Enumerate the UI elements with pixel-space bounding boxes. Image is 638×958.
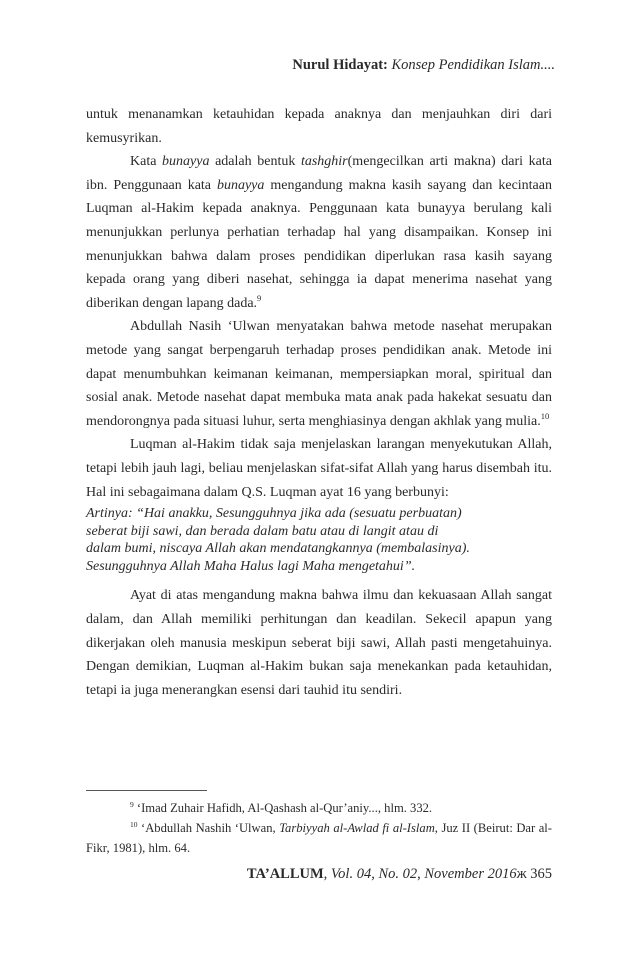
body-text — [86, 103, 552, 702]
header-title: Konsep Pendidikan Islam.... — [391, 57, 555, 73]
paragraph-4: Luqman al-Hakim tidak saja menjelaskan larangan menyekutukan Allah, tetapi lebih jauh lagi, beliau menjelaskan sifat-sifat Allah yang harus disembah itu. Hal ini sebagaimana dalam Q.S. Luqman ayat 16 yang berbunyi: — [86, 437, 552, 500]
quote-line-3: dalam bumi, niscaya Allah akan mendatangkannya (membalasinya). — [86, 541, 470, 557]
footnote-ref-10[interactable]: 10 — [540, 410, 550, 421]
footer-symbol: ж — [516, 866, 527, 882]
running-header — [292, 57, 555, 74]
footnote-ref-9[interactable]: 9 — [257, 292, 262, 303]
footnotes — [86, 798, 552, 858]
quote-line-4: Sesungguhnya Allah Maha Halus lagi Maha mengetahui”. — [86, 558, 416, 574]
paragraph-1: untuk menanamkan ketauhidan kepada anaknya dan menjauhkan diri dari kemusyrikan. — [86, 107, 552, 146]
paragraph-5: Ayat di atas mengandung makna bahwa ilmu dan kekuasaan Allah sangat dalam, dan Allah memiliki perhitungan dan keadilan. Sekecil apapun yang dikerjakan oleh manusia meskipun seberat biji sawi, Allah pasti mengetahuinya. Dengan demikian, Luqman al-Hakim bukan saja menekankan pada ketauhidan, tetapi ia juga menerangkan esensi dari tauhid itu sendiri. — [86, 588, 552, 698]
footnote-divider — [86, 790, 207, 791]
running-footer — [247, 866, 552, 883]
paragraph-3: Abdullah Nasih ‘Ulwan menyatakan bahwa metode nasehat merupakan metode yang sangat berpengaruh terhadap proses pendidikan anak. Metode ini dapat menumbuhkan keimanan keimanan, mempersiapkan moral, spiritual dan sosial anak. Metode nasehat dapat membuka mata anak pada hakekat sesuatu dan mendorongnya pada situasi luhur, serta menghiasinya dengan akhlak yang mulia.$^{10}$ — [86, 319, 552, 429]
page-number: 365 — [526, 866, 552, 882]
footer-issue: , Vol. 04, No. 02, November 2016 — [323, 866, 517, 882]
footnote-9: $^9$ ‘Imad Zuhair Hafidh, Al-Qashash al-Qur’aniy..., hlm. 332. — [130, 800, 433, 815]
paragraph-2: Kata bunayya adalah bentuk tashghir(mengecilkan arti makna) dari kata ibn. Penggunaan kata bunayya mengandung makna kasih sayang dan kecintaan Luqman al-Hakim kepada anaknya. Penggunaan kata bunayya berulang kali menunjukkan perlunya perhatian terhadap hal yang disampaikan. Konsep ini menunjukkan bahwa dalam proses pendidikan diperlukan rasa kasih sayang kepada orang yang diberi nasehat, sehingga ia dapat menerima nasehat yang diberikan dengan lapang dada.$^9$ — [86, 154, 552, 311]
quote-line-1: Artinya: “Hai anakku, Sesungguhnya jika ada (sesuatu perbuatan) — [86, 506, 462, 522]
footer-journal: TA’ALLUM — [246, 866, 324, 882]
header-author: Nurul Hidayat: — [292, 57, 388, 73]
quote-line-2: seberat biji sawi, dan berada dalam batu atau di langit atau di — [86, 523, 439, 539]
footnote-10: $^{10}$ ‘Abdullah Nashih ‘Ulwan, Tarbiyyah al-Awlad fi al-Islam, Juz II (Beirut: Dar al-Fikr, 1981), hlm. 64. — [86, 820, 552, 855]
verse-quote — [86, 505, 552, 575]
